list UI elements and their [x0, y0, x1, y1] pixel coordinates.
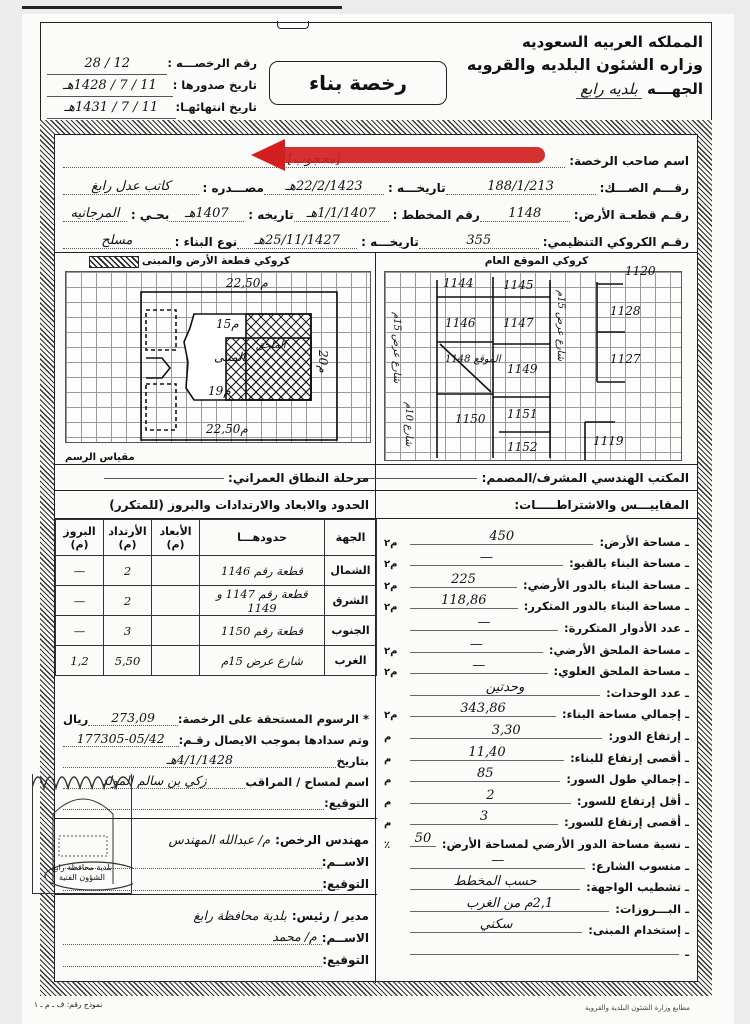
issue-date-label: تاريخ صدورها :	[172, 78, 257, 92]
plot-label: 1147	[503, 316, 534, 330]
measure-units-count	[384, 678, 689, 700]
dim-side: 20م	[316, 350, 330, 373]
plot-label: 1120	[625, 264, 656, 278]
sketch-row	[63, 222, 689, 249]
plot-sketch-grid	[65, 271, 371, 443]
entity-line	[463, 77, 703, 101]
row-bound: قطعة رقم 1147 و 1149	[200, 586, 325, 616]
plot-label-site: 1148 الموقع	[445, 354, 501, 365]
header-notch	[277, 21, 309, 29]
row-setback: 3	[104, 616, 152, 646]
site-sketch-title: كروكي الموقع العام	[484, 255, 589, 267]
director-entity: بلدية محافظة رابغ	[193, 908, 287, 923]
measure-value: —	[410, 551, 563, 566]
measure-typical-floor-area	[384, 592, 689, 614]
measure-max-fence-height	[384, 808, 689, 830]
measure-label: ـ مساحة البناء بالقبو:	[569, 556, 689, 571]
measure-unit: م٢	[384, 710, 398, 722]
measure-label: ـ تشطيب الواجهة:	[586, 880, 689, 895]
section-headings	[55, 491, 697, 519]
table-row	[56, 646, 377, 676]
plan-number-label: رقم المخطط :	[392, 208, 480, 222]
measures-heading: المقاييـــس والاشتراطـــــات:	[375, 491, 697, 519]
boundaries-heading: الحدود والابعاد والارتدادات والبروز (للمتكرر)	[109, 498, 369, 512]
receipt-label: وتم سدادها بموجب الايصال رقـم:	[178, 733, 369, 747]
deed-number-label: رقـــم الصـــك:	[599, 181, 689, 195]
receipt-row	[63, 726, 369, 747]
dim-top: 22,50م	[226, 276, 268, 290]
redaction-mark	[275, 147, 545, 163]
measure-value: —	[410, 854, 585, 869]
measure-label: ـ إرتفاع الدور:	[608, 728, 689, 743]
engineering-office-field	[375, 465, 697, 491]
plot-number-label: رقـم قطعـة الأرض:	[573, 208, 689, 222]
sketch-number-label: رقـم الكروكي التنظيمي:	[542, 235, 689, 249]
expiry-date-row	[47, 97, 257, 119]
deed-date-label: تاريخـــه :	[387, 181, 446, 195]
measure-value: 450	[410, 530, 593, 545]
row-dimension	[152, 646, 200, 676]
measure-label: ـ مساحة الأرض:	[599, 534, 689, 549]
country-name: المملكه العربيه السعوديه	[521, 33, 703, 51]
deed-source: كاتب عدل رابغ	[63, 179, 199, 195]
engineer-name-label: الاســم:	[321, 855, 369, 869]
plot-sketch-panel	[55, 253, 377, 465]
measure-projections	[384, 894, 689, 916]
hatched-frame	[40, 120, 712, 996]
plot-label: 1152	[507, 440, 538, 454]
building-type: مسلح	[63, 233, 171, 249]
measure-value	[410, 954, 679, 955]
official-stamp	[32, 774, 132, 894]
row-projection: —	[56, 616, 104, 646]
site-sketch-grid	[384, 264, 682, 461]
table-header-row	[56, 520, 377, 556]
director-signature-row	[63, 945, 369, 967]
owner-name-label: اسم صاحب الرخصة:	[569, 154, 689, 168]
deed-row	[63, 168, 689, 195]
office-phase-row	[55, 465, 697, 491]
receipt-date-label: بتاريخ	[336, 754, 369, 768]
measure-label: ـ مساحة البناء بالدور المتكرر:	[523, 599, 689, 614]
row-side: الشرق	[325, 586, 377, 616]
dim-building-top: 15م	[216, 317, 239, 331]
surveyor-label: اسم لمساح / المراقب	[245, 775, 369, 789]
measure-unit: م	[384, 753, 392, 765]
entity-label: الجهـــه	[647, 80, 703, 98]
measure-building-use	[384, 916, 689, 938]
measure-value: 2,1م من الغرب	[410, 897, 609, 912]
measure-unit: م	[384, 818, 392, 830]
form-body	[54, 134, 698, 982]
measure-basement-area	[384, 549, 689, 571]
building-type-label: نوع البناء :	[174, 235, 238, 249]
measure-unit: م	[384, 796, 392, 808]
measure-value: 3,30	[410, 724, 602, 739]
measure-unit: ٪	[384, 839, 391, 851]
sketch-date-label: تاريخـــه :	[361, 235, 419, 249]
measure-max-building-height	[384, 743, 689, 765]
district-label: بحـي :	[130, 208, 170, 222]
row-projection: —	[56, 556, 104, 586]
scale-label: مقياس الرسم	[65, 452, 135, 463]
permit-number-label: رقم الرخصـــه :	[167, 56, 257, 70]
measure-value: —	[410, 616, 558, 631]
receipt-date: 4/1/1428هـ	[63, 752, 336, 768]
measure-value: —	[410, 659, 548, 674]
plot-label: 1128	[610, 304, 641, 318]
plan-number: 1/1/1407هـ	[294, 206, 389, 222]
stamp-line-2: الشؤون الفنية	[58, 873, 106, 882]
measure-unit: م٢	[384, 559, 398, 571]
measure-street-level	[384, 851, 689, 873]
measure-unit: م٢	[384, 602, 398, 614]
stamp-line-1: بلدية محافظة رابغ	[52, 863, 112, 872]
measure-land-area	[384, 527, 689, 549]
measure-value: 225	[410, 573, 517, 588]
entity-value: بلديه رابع	[576, 80, 642, 99]
measure-label: ـ مساحة الملحق العلوي:	[553, 664, 689, 679]
fees-row	[63, 705, 369, 726]
measure-value: 2	[410, 789, 571, 804]
fees-currency: ريال	[63, 712, 89, 726]
plot-label: 1150	[455, 412, 486, 426]
measure-label: ـ عدد الوحدات:	[606, 685, 689, 700]
row-dimension	[152, 556, 200, 586]
street-label: شارع عرض 15م	[555, 290, 566, 362]
permit-meta	[47, 53, 257, 119]
fees-value: 273,09	[88, 710, 178, 726]
urban-phase-field	[55, 465, 377, 491]
engineer-handwritten: م/ عبدالله المهندس	[168, 832, 271, 847]
director-signature-label: التوقيع:	[322, 953, 369, 967]
measure-label: ـ أقصى إرتفاع للبناء:	[570, 750, 689, 765]
surveyor-signature-label: التوقيع:	[324, 796, 369, 810]
measure-typical-floor-count	[384, 613, 689, 635]
row-setback: 5,50	[104, 646, 152, 676]
plot-label: 1149	[507, 362, 538, 376]
row-projection: 1,2	[56, 646, 104, 676]
col-bounds: حدودهـــا	[200, 520, 325, 556]
measure-upper-annex-area	[384, 657, 689, 679]
measure-min-fence-height	[384, 786, 689, 808]
deed-date: 22/2/1423هـ	[264, 179, 384, 195]
measure-unit: م٢	[384, 645, 398, 657]
street-label: شارع عرض 15م	[391, 312, 402, 384]
urban-phase-value	[104, 478, 224, 479]
plot-row	[63, 195, 689, 222]
measure-value: وحدتين	[410, 681, 600, 696]
deed-source-label: مصـــدره :	[202, 181, 264, 195]
row-projection: —	[56, 586, 104, 616]
plot-label: 1119	[593, 434, 624, 448]
dim-building-bottom: 19م	[208, 384, 231, 398]
measure-label: ـ مساحة الملحق الأرضي:	[548, 642, 689, 657]
measure-label: ـ إجمالي طول السور:	[566, 772, 689, 787]
row-side: الشمال	[325, 556, 377, 586]
measure-value: حسب المخطط	[410, 875, 580, 890]
measure-unit: م٢	[384, 580, 398, 592]
measure-ground-floor-area	[384, 570, 689, 592]
dim-bottom: 22,50م	[206, 422, 248, 436]
deed-number: 188/1/213	[446, 179, 596, 195]
measure-value: 85	[410, 767, 560, 782]
surveyor-name: زكي بن سالم المولد	[63, 773, 245, 789]
receipt-number: 177305-05/42	[63, 731, 179, 747]
building-label: المبنى	[214, 350, 246, 364]
plot-label: 1146	[445, 316, 476, 330]
fees-label: * الرسوم المستحقة على الرخصة:	[177, 712, 369, 726]
measure-unit: م٢	[384, 667, 398, 679]
measure-label: ـ مساحة البناء بالدور الأرضي:	[522, 577, 689, 592]
site-sketch-panel	[375, 253, 697, 465]
director-title-row	[63, 901, 369, 923]
director-name: م/ محمد	[63, 929, 322, 945]
measure-value: 3	[410, 810, 558, 825]
row-dimension	[152, 586, 200, 616]
plan-date: 1407هـ	[169, 206, 244, 222]
col-side: الجهة	[325, 520, 377, 556]
row-bound: قطعة رقم 1150	[200, 616, 325, 646]
form-number: نموذج رقم: ف ـ م ـ ١	[34, 1000, 103, 1009]
row-setback: 2	[104, 556, 152, 586]
row-setback: 2	[104, 586, 152, 616]
col-projection: البروز (م)	[56, 520, 104, 556]
permit-number: 12 / 28	[47, 53, 167, 75]
row-bound: شارع عرض 15م	[200, 646, 325, 676]
plot-label: 1151	[507, 407, 538, 421]
measure-label: ـ البـــروزات:	[615, 901, 689, 916]
director-name-label: الاســم:	[321, 931, 369, 945]
measure-value: سكني	[410, 918, 582, 933]
plot-label: 1144	[443, 276, 474, 290]
measure-unit: م	[384, 775, 392, 787]
row-dimension	[152, 616, 200, 646]
measure-value: 343,86	[410, 702, 556, 717]
director-section	[55, 895, 377, 983]
expiry-date: 11 / 7 / 1431هـ	[47, 97, 176, 119]
document-title: رخصة بناء	[269, 61, 447, 105]
engineer-signature-label: التوقيع:	[322, 877, 369, 891]
street-label: شارع 10م	[403, 402, 414, 447]
top-rule	[22, 6, 342, 9]
measure-label: ـ منسوب الشارع:	[591, 858, 689, 873]
measure-total-area	[384, 700, 689, 722]
measure-fence-length	[384, 765, 689, 787]
issue-date: 11 / 7 / 1428هـ	[47, 75, 173, 97]
issue-date-row	[47, 75, 257, 97]
engineer-title: مهندس الرخص:	[275, 833, 369, 847]
measure-facade-finish	[384, 873, 689, 895]
plot-label: 1127	[610, 352, 641, 366]
plot-number: 1148	[480, 206, 570, 222]
urban-phase-label: مرحلة النطاق العمراني:	[228, 471, 369, 485]
permit-number-row	[47, 53, 257, 75]
measure-coverage-ratio	[384, 829, 689, 851]
measure-blank	[384, 937, 689, 959]
annex-label: الملحق	[256, 340, 286, 351]
sketch-date: 25/11/1427هـ	[237, 233, 357, 249]
table-row	[56, 616, 377, 646]
printer-credit: مطابع وزارة الشئون البلدية والقروية	[585, 1004, 690, 1012]
measure-label: ـ أقل إرتفاع للسور:	[576, 793, 689, 808]
table-row	[56, 556, 377, 586]
measure-label: ـ إستخدام المبنى:	[588, 923, 689, 938]
director-name-row	[63, 923, 369, 945]
district: المرجانيه	[63, 206, 127, 222]
row-bound: قطعة رقم 1146	[200, 556, 325, 586]
row-side: الجنوب	[325, 616, 377, 646]
measure-value: —	[410, 638, 543, 653]
permit-header	[40, 22, 712, 120]
measure-floor-height	[384, 721, 689, 743]
plot-label: 1145	[503, 278, 534, 292]
row-side: الغرب	[325, 646, 377, 676]
director-title: مدير / رئيس:	[291, 909, 369, 923]
measure-unit: م	[384, 731, 392, 743]
sketch-section	[55, 253, 697, 465]
issuer-block	[463, 31, 703, 101]
engineering-office-label: المكتب الهندسي المشرف/المصمم:	[481, 471, 689, 485]
measure-ground-annex-area	[384, 635, 689, 657]
director-signature	[63, 966, 322, 967]
boundaries-table	[55, 519, 377, 676]
hatch-legend-swatch	[89, 256, 139, 268]
col-setback: الأرتداد (م)	[104, 520, 152, 556]
stamp-text	[33, 863, 131, 883]
col-dimensions: الأبعاد (م)	[152, 520, 200, 556]
ministry-name: وزاره الشئون البلديه والقرويه	[466, 55, 703, 74]
measure-value: 11,40	[410, 746, 564, 761]
measure-label: ـ أقصى إرتفاع للسور:	[564, 815, 689, 830]
measure-label: ـ نسبة مساحة الدور الأرضي لمساحة الأرض:	[441, 836, 689, 851]
measure-label: ـ إجمالي مساحة البناء:	[562, 707, 689, 722]
table-row	[56, 586, 377, 616]
measure-value: 50	[410, 832, 436, 847]
measure-label: ـ	[685, 944, 689, 959]
expiry-date-label: تاريخ انتهائهـا:	[175, 100, 257, 114]
plan-date-label: تاريخه :	[248, 208, 294, 222]
measure-label: ـ عدد الأدوار المتكررة:	[564, 620, 689, 635]
measures-list	[375, 519, 697, 983]
plot-sketch-title: كروكي قطعة الأرض والمبنى	[141, 255, 291, 267]
measure-value: 118,86	[410, 594, 518, 609]
measure-unit: م٢	[384, 537, 398, 549]
owner-section	[55, 135, 697, 253]
sketch-number: 355	[419, 233, 539, 249]
